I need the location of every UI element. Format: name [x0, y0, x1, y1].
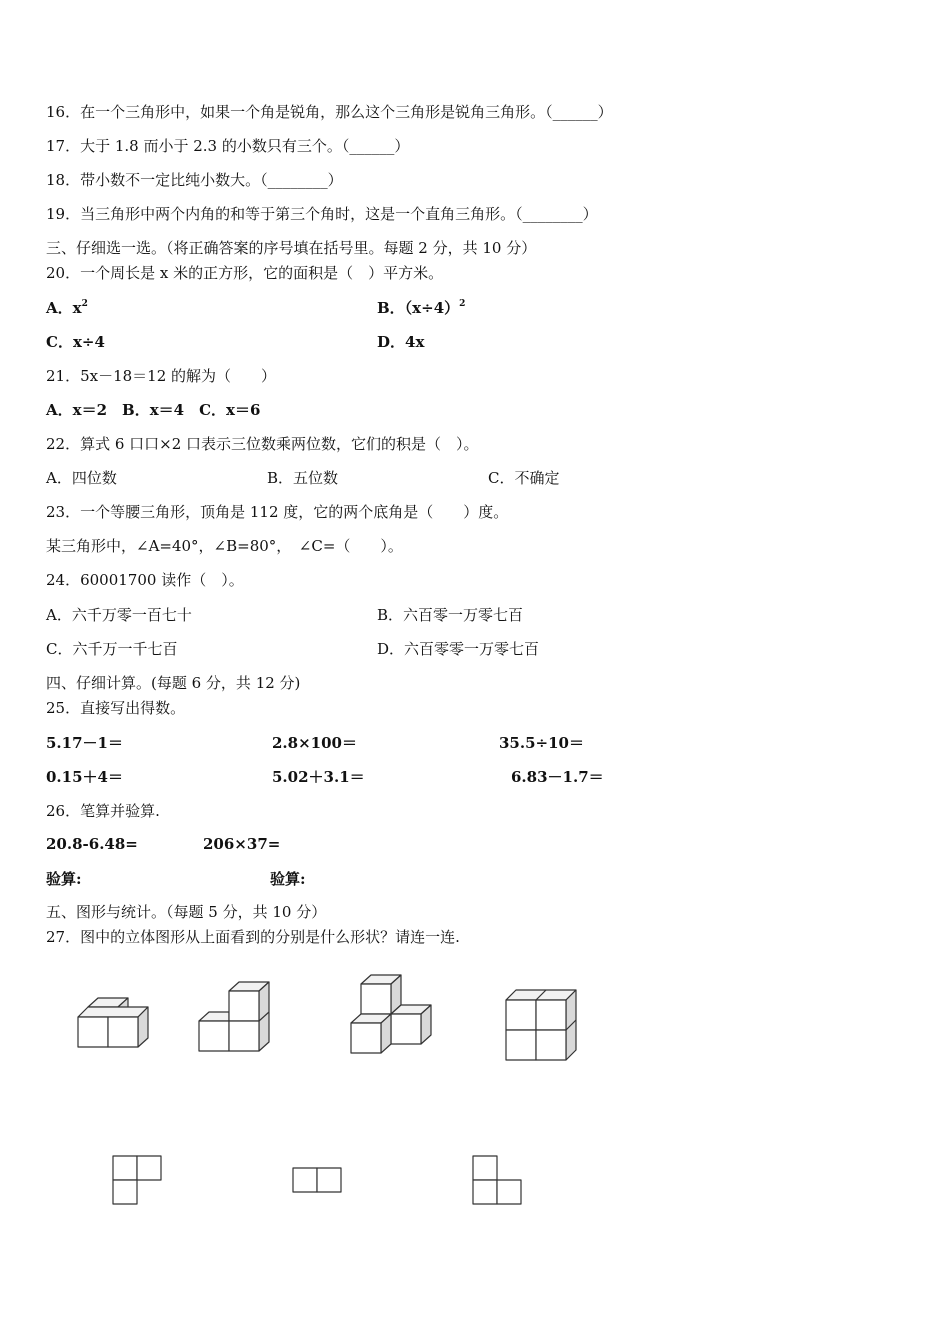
question-25: 25．直接写出得数。	[46, 699, 186, 717]
question-26: 26．笔算并验算.	[46, 802, 160, 820]
section-3-title: 三、仔细选一选。（将正确答案的序号填在括号里。每题 2 分，共 10 分）	[46, 239, 537, 257]
question-22: 22．算式 6 口口×2 口表示三位数乘两位数，它们的积是（ ）。	[46, 435, 479, 453]
calc-5: 5.02＋3.1＝	[272, 768, 365, 786]
q20-option-b-text: B．（x÷4）	[377, 299, 460, 317]
section-4-title: 四、仔细计算。(每题 6 分，共 12 分)	[46, 674, 301, 692]
solid-figure-1	[78, 998, 148, 1047]
q24-option-b: B．六百零一万零七百	[377, 606, 524, 624]
calc-2: 2.8×100＝	[272, 734, 357, 752]
check-label-1: 验算:	[46, 870, 82, 888]
q24-option-d: D．六百零零一万零七百	[377, 640, 540, 658]
question-21: 21．5x－18＝12 的解为（ ）	[46, 367, 277, 385]
top-view-3	[473, 1156, 521, 1204]
question-18: 18．带小数不一定比纯小数大。（________）	[46, 171, 343, 189]
q24-option-a: A．六千万零一百七十	[46, 606, 192, 624]
written-calc-2: 206×37=	[203, 835, 281, 853]
q22-option-c: C．不确定	[488, 469, 560, 487]
q22-option-b: B．五位数	[267, 469, 339, 487]
section-5-title: 五、图形与统计。（每题 5 分，共 10 分）	[46, 903, 327, 921]
question-17: 17．大于 1.8 而小于 2.3 的小数只有三个。（______）	[46, 137, 410, 155]
q20-option-d: D．4x	[377, 333, 425, 351]
q24-option-c: C．六千万一千七百	[46, 640, 178, 658]
written-calc-1: 20.8-6.48=	[46, 835, 138, 853]
check-label-2: 验算:	[270, 870, 306, 888]
q21-options: A．x＝2 B．x＝4 C．x＝6	[46, 401, 261, 419]
calc-3: 35.5÷10＝	[499, 734, 584, 752]
question-23: 23．一个等腰三角形，顶角是 112 度，它的两个底角是（ ）度。	[46, 503, 509, 521]
question-19: 19．当三角形中两个内角的和等于第三个角时，这是一个直角三角形。（________）	[46, 205, 598, 223]
q20-option-b-exp: 2	[459, 299, 466, 309]
q20-option-a-text: A．x	[46, 299, 82, 317]
calc-4: 0.15＋4＝	[46, 768, 123, 786]
question-23-extra: 某三角形中，∠A=40°，∠B=80°， ∠C=（ ）。	[46, 537, 403, 555]
solid-figure-4	[506, 990, 576, 1060]
question-20: 20．一个周长是 x 米的正方形，它的面积是（ ）平方米。	[46, 264, 444, 282]
calc-6: 6.83－1.7＝	[511, 768, 604, 786]
solid-figure-2	[199, 982, 269, 1051]
calc-1: 5.17－1＝	[46, 734, 123, 752]
top-view-1	[113, 1156, 161, 1204]
q20-option-c: C．x÷4	[46, 333, 105, 351]
solid-figure-3	[351, 975, 431, 1053]
top-view-2	[293, 1168, 341, 1192]
question-16: 16．在一个三角形中，如果一个角是锐角，那么这个三角形是锐角三角形。（______）	[46, 103, 613, 121]
q22-option-a: A．四位数	[46, 469, 117, 487]
question-24: 24．60001700 读作（ ）。	[46, 571, 244, 589]
q20-option-a-exp: 2	[81, 299, 88, 309]
question-27: 27．图中的立体图形从上面看到的分别是什么形状？请连一连.	[46, 928, 460, 946]
